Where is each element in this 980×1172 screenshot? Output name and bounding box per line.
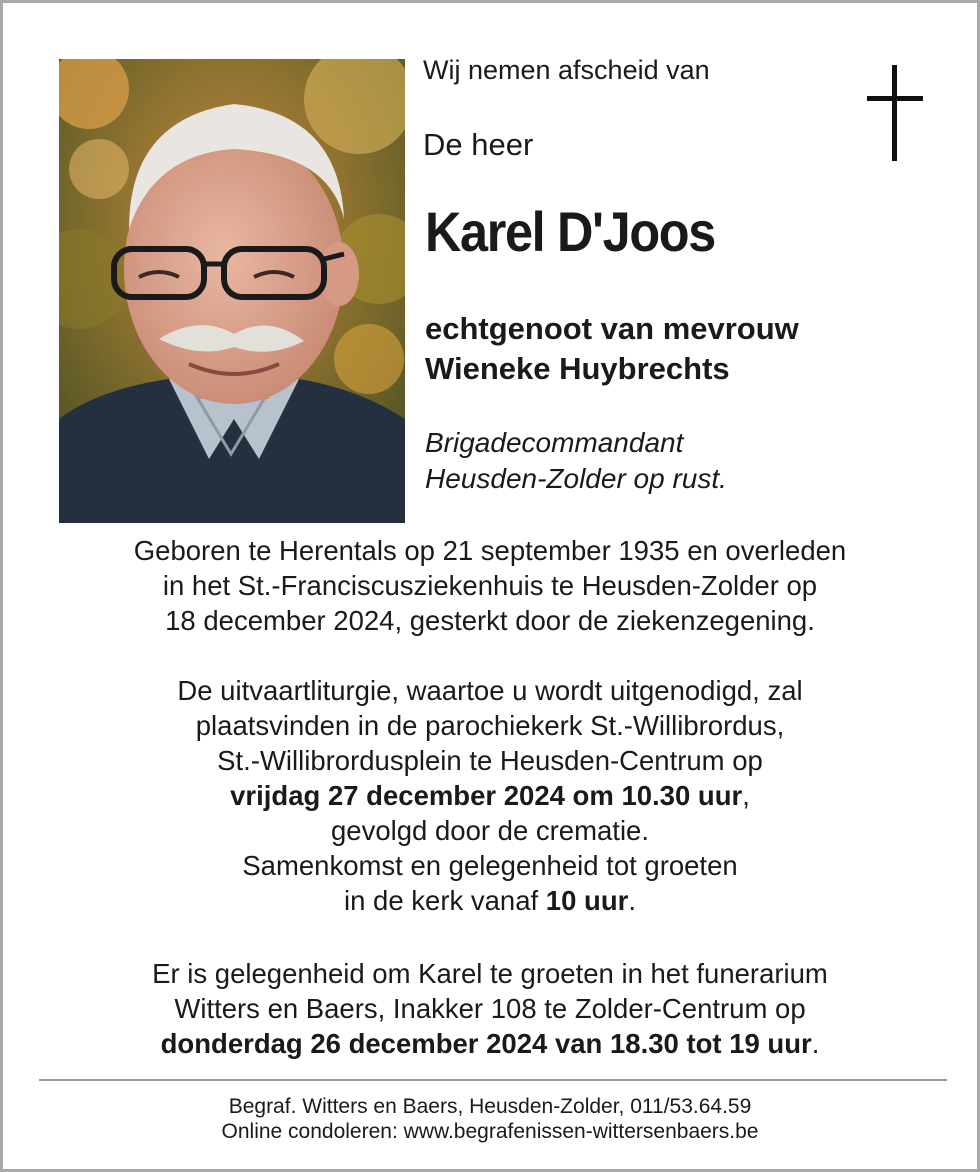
- birth-death-line-2: in het St.-Franciscusziekenhuis te Heusden-Zolder op: [162, 570, 818, 601]
- visitation-date: donderdag 26 december 2024 van 18.30 tot 19 uur: [160, 1028, 812, 1059]
- intro-text: Wij nemen afscheid van: [423, 55, 710, 85]
- funeral-line-7: [3, 883, 977, 918]
- online-condolence-link[interactable]: Online condoleren: www.begrafenissen-wittersenbaers.be: [221, 1120, 759, 1143]
- funeral-home-contact: Begraf. Witters en Baers, Heusden-Zolder, 011/53.64.59: [228, 1095, 752, 1118]
- visitation-date-line: [3, 1026, 977, 1061]
- funeral-date-suffix: ,: [742, 780, 750, 811]
- honorific: De heer: [423, 127, 534, 162]
- deceased-name: Karel D'Joos: [425, 200, 715, 263]
- spouse-line-2: Wieneke Huybrechts: [425, 351, 730, 386]
- funeral-date-line: [3, 778, 977, 813]
- visitation-date-suffix: .: [811, 1028, 820, 1059]
- footer-divider: [39, 1079, 947, 1081]
- footer: [3, 1094, 977, 1144]
- visitation-line-1: Er is gelegenheid om Karel te groeten in het funerarium: [152, 958, 828, 989]
- funeral-line-1: De uitvaartliturgie, waartoe u wordt uitgenodigd, zal: [177, 675, 803, 706]
- visitation-line-2: Witters en Baers, Inakker 108 te Zolder-Centrum op: [174, 993, 806, 1024]
- cross-icon: [865, 65, 925, 168]
- visitation-paragraph: [3, 956, 977, 1061]
- funeral-line-7-prefix: in de kerk vanaf: [344, 885, 546, 916]
- spouse-info: [425, 309, 799, 389]
- portrait-photo: [59, 59, 405, 523]
- gathering-time: 10 uur: [545, 885, 629, 916]
- birth-death-paragraph: [3, 533, 977, 638]
- funeral-line-6: Samenkomst en gelegenheid tot groeten: [242, 850, 738, 881]
- funeral-paragraph: [3, 673, 977, 918]
- role-line-2: Heusden-Zolder op rust.: [425, 463, 727, 494]
- role-info: [425, 425, 727, 497]
- birth-death-line-1: Geboren te Herentals op 21 september 1935 en overleden: [133, 535, 847, 566]
- funeral-date: vrijdag 27 december 2024 om 10.30 uur: [230, 780, 743, 811]
- funeral-line-2: plaatsvinden in de parochiekerk St.-Willibrordus,: [195, 710, 785, 741]
- funeral-line-5: gevolgd door de crematie.: [331, 815, 649, 846]
- role-line-1: Brigadecommandant: [425, 427, 684, 458]
- spouse-line-1: echtgenoot van mevrouw: [425, 311, 799, 346]
- birth-death-line-3: 18 december 2024, gesterkt door de ziekenzegening.: [165, 605, 815, 636]
- funeral-line-7-suffix: .: [628, 885, 636, 916]
- funeral-line-3: St.-Willibrordusplein te Heusden-Centrum op: [217, 745, 763, 776]
